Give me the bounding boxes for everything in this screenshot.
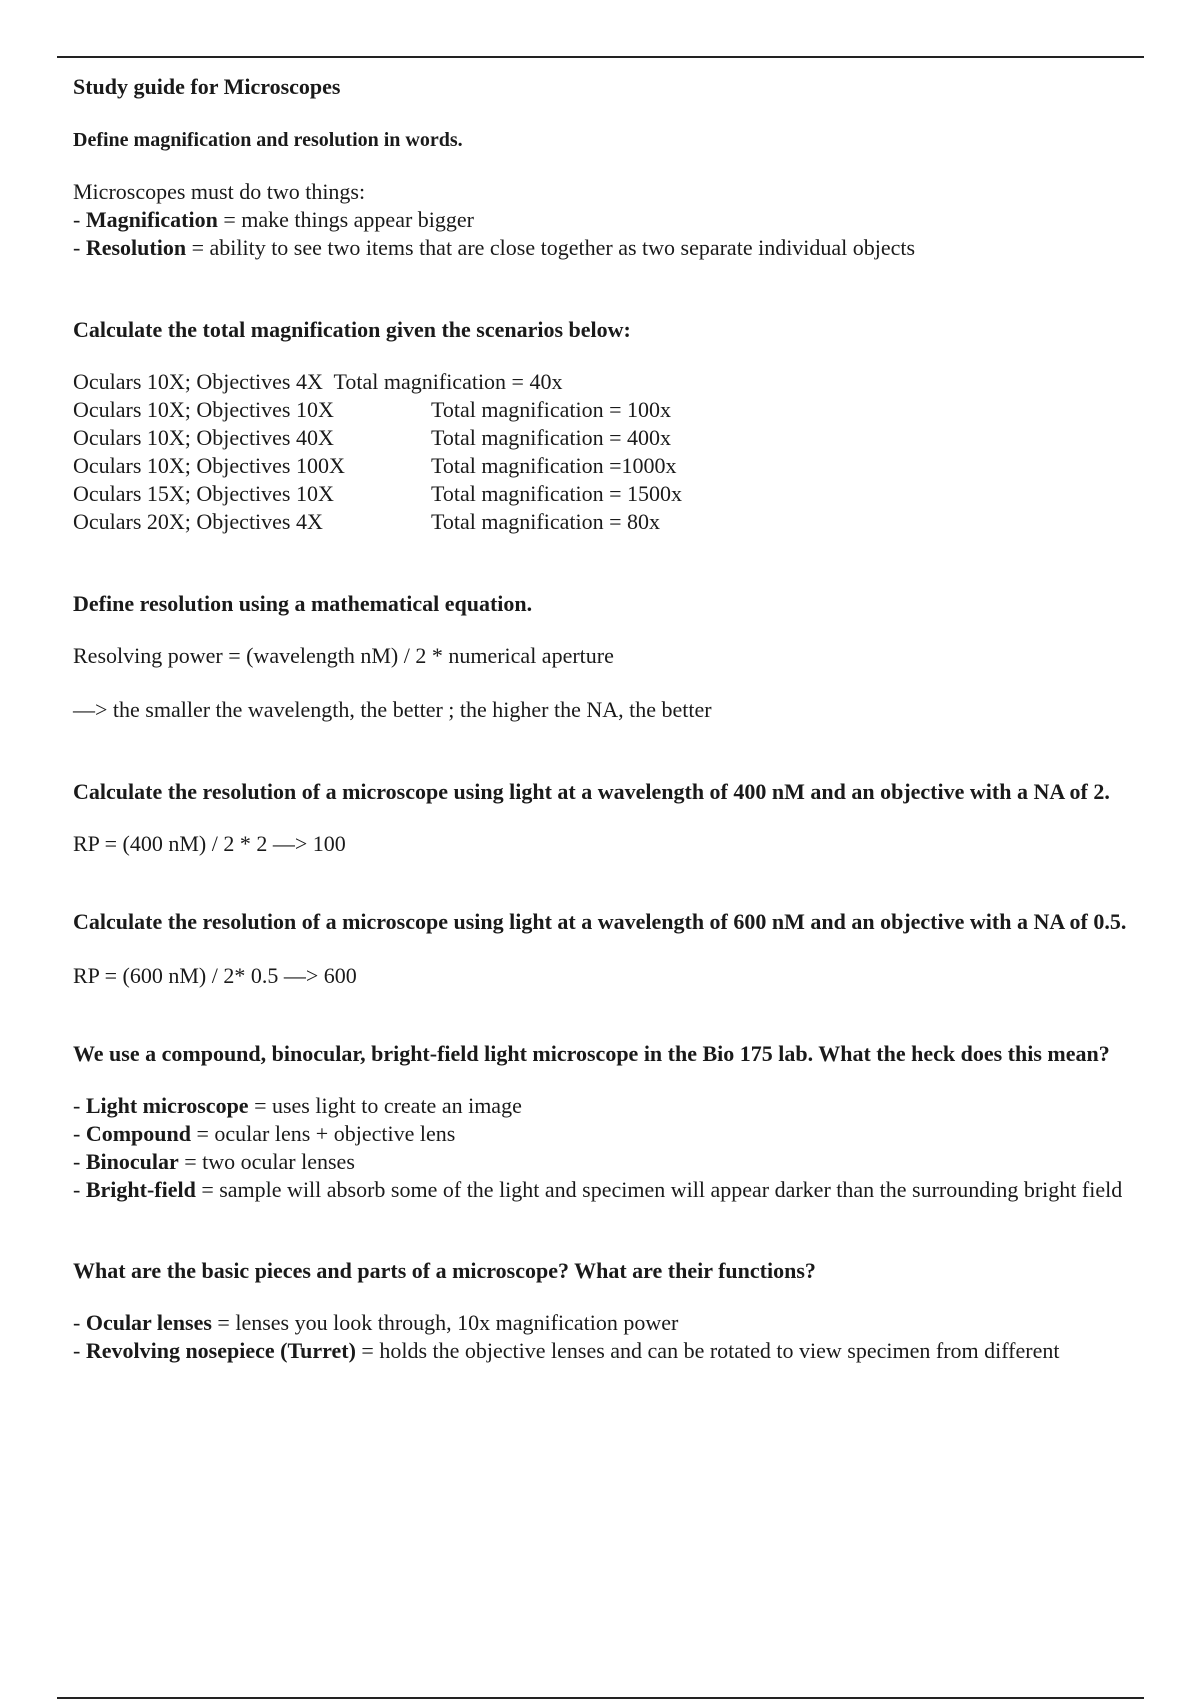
- list-item: - Bright-field = sample will absorb some of the light and specimen will appear darker than the surrounding bright field: [73, 1177, 1123, 1202]
- question-resolution-equation: Define resolution using a mathematical equation.: [73, 591, 533, 616]
- bottom-rule: [57, 1697, 1144, 1699]
- list-item: - Magnification = make things appear bigger: [73, 207, 474, 232]
- answer-resolution-600: RP = (600 nM) / 2* 0.5 —> 600: [73, 963, 357, 988]
- term: Magnification: [85, 207, 218, 232]
- list-item: - Binocular = two ocular lenses: [73, 1149, 355, 1174]
- magnification-first-row: Oculars 10X; Objectives 4X Total magnification = 40x: [73, 369, 563, 394]
- list-item: - Light microscope = uses light to create an image: [73, 1093, 522, 1118]
- list-item: - Compound = ocular lens + objective lens: [73, 1121, 456, 1146]
- top-rule: [57, 56, 1144, 58]
- term: Revolving nosepiece (Turret): [85, 1338, 356, 1363]
- question-total-magnification: Calculate the total magnification given the scenarios below:: [73, 317, 631, 342]
- question-define-magnification: Define magnification and resolution in words.: [73, 129, 463, 151]
- magnification-row: Oculars 10X; Objectives 40X Total magnification = 400x: [73, 425, 671, 450]
- term: Resolution: [85, 235, 187, 260]
- document-page: [73, 70, 1163, 1365]
- term: Light microscope: [85, 1093, 249, 1118]
- question-resolution-400: Calculate the resolution of a microscope using light at a wavelength of 400 nM and an objective with a NA of 2.: [73, 779, 1110, 804]
- list-item: - Revolving nosepiece (Turret) = holds the objective lenses and can be rotated to view specimen from different: [73, 1338, 1060, 1363]
- question-microscope-parts: What are the basic pieces and parts of a microscope? What are their functions?: [73, 1258, 816, 1283]
- resolution-note: —> the smaller the wavelength, the better ; the higher the NA, the better: [73, 697, 712, 722]
- term: Bright-field: [85, 1177, 196, 1202]
- answer-resolution-400: RP = (400 nM) / 2 * 2 —> 100: [73, 831, 346, 856]
- magnification-row: Oculars 10X; Objectives 100X Total magnification =1000x: [73, 453, 677, 478]
- intro-text: Microscopes must do two things:: [73, 179, 366, 204]
- term: Compound: [85, 1121, 191, 1146]
- question-microscope-type: We use a compound, binocular, bright-field light microscope in the Bio 175 lab. What the heck does this mean?: [73, 1041, 1110, 1066]
- list-item: - Ocular lenses = lenses you look through, 10x magnification power: [73, 1310, 679, 1335]
- document-title: Study guide for Microscopes: [73, 74, 341, 99]
- term: Ocular lenses: [85, 1310, 212, 1335]
- magnification-row: Oculars 15X; Objectives 10X Total magnification = 1500x: [73, 481, 682, 506]
- term: Binocular: [85, 1149, 179, 1174]
- magnification-row: Oculars 20X; Objectives 4X Total magnification = 80x: [73, 509, 660, 534]
- list-item: - Resolution = ability to see two items that are close together as two separate individual objects: [73, 235, 916, 260]
- resolution-equation: Resolving power = (wavelength nM) / 2 * numerical aperture: [73, 643, 614, 668]
- question-resolution-600: Calculate the resolution of a microscope using light at a wavelength of 600 nM and an objective with a NA of 0.5.: [73, 909, 1127, 934]
- magnification-row: Oculars 10X; Objectives 10X Total magnification = 100x: [73, 397, 671, 422]
